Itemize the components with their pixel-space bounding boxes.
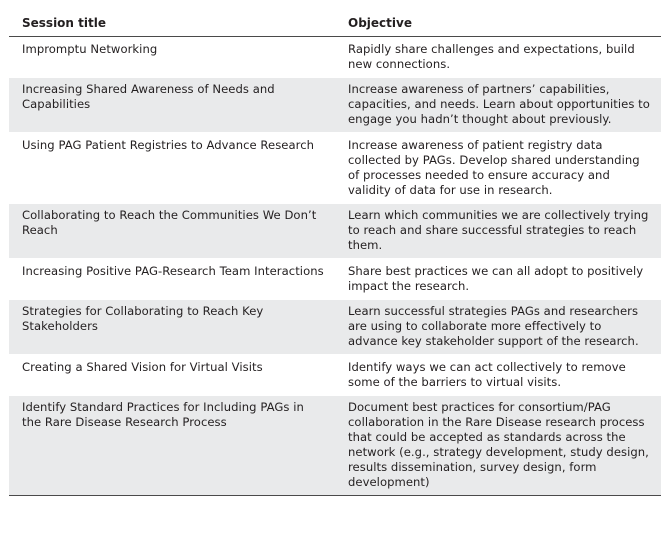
objective-cell: Learn which communities we are collectively trying to reach and share successful strategies to reach them.	[335, 203, 661, 259]
header-objective: Objective	[335, 9, 661, 37]
objective-cell: Document best practices for consortium/PAG collaboration in the Rare Disease research process that could be accepted as standards across the network (e.g., strategy development, study design, results dissemination, survey design, form development)	[335, 395, 661, 495]
table-row	[9, 37, 661, 78]
session-title-cell: Identify Standard Practices for Including PAGs in the Rare Disease Research Process	[9, 395, 335, 495]
session-title-cell: Increasing Shared Awareness of Needs and Capabilities	[9, 77, 335, 133]
sessions-table	[9, 9, 661, 495]
session-title-cell: Using PAG Patient Registries to Advance Research	[9, 133, 335, 204]
session-title-cell: Increasing Positive PAG-Research Team Interactions	[9, 259, 335, 300]
session-title-cell: Creating a Shared Vision for Virtual Visits	[9, 355, 335, 396]
table-row	[9, 355, 661, 396]
table-row	[9, 259, 661, 300]
objective-cell: Share best practices we can all adopt to positively impact the research.	[335, 259, 661, 300]
table-row	[9, 77, 661, 133]
objective-cell: Rapidly share challenges and expectations, build new connections.	[335, 37, 661, 78]
header-session-title: Session title	[9, 9, 335, 37]
objective-cell: Identify ways we can act collectively to remove some of the barriers to virtual visits.	[335, 355, 661, 396]
table-header-row	[9, 9, 661, 37]
sessions-table-container	[9, 9, 661, 496]
table-row	[9, 299, 661, 355]
table-row	[9, 133, 661, 204]
table-row	[9, 395, 661, 495]
objective-cell: Increase awareness of patient registry data collected by PAGs. Develop shared understanding of processes needed to ensure accuracy and validity of data for use in research.	[335, 133, 661, 204]
session-title-cell: Impromptu Networking	[9, 37, 335, 78]
table-row	[9, 203, 661, 259]
objective-cell: Learn successful strategies PAGs and researchers are using to collaborate more effectively to advance key stakeholder support of the research.	[335, 299, 661, 355]
session-title-cell: Strategies for Collaborating to Reach Key Stakeholders	[9, 299, 335, 355]
session-title-cell: Collaborating to Reach the Communities We Don’t Reach	[9, 203, 335, 259]
objective-cell: Increase awareness of partners’ capabilities, capacities, and needs. Learn about opportunities to engage you hadn’t thought about previously.	[335, 77, 661, 133]
